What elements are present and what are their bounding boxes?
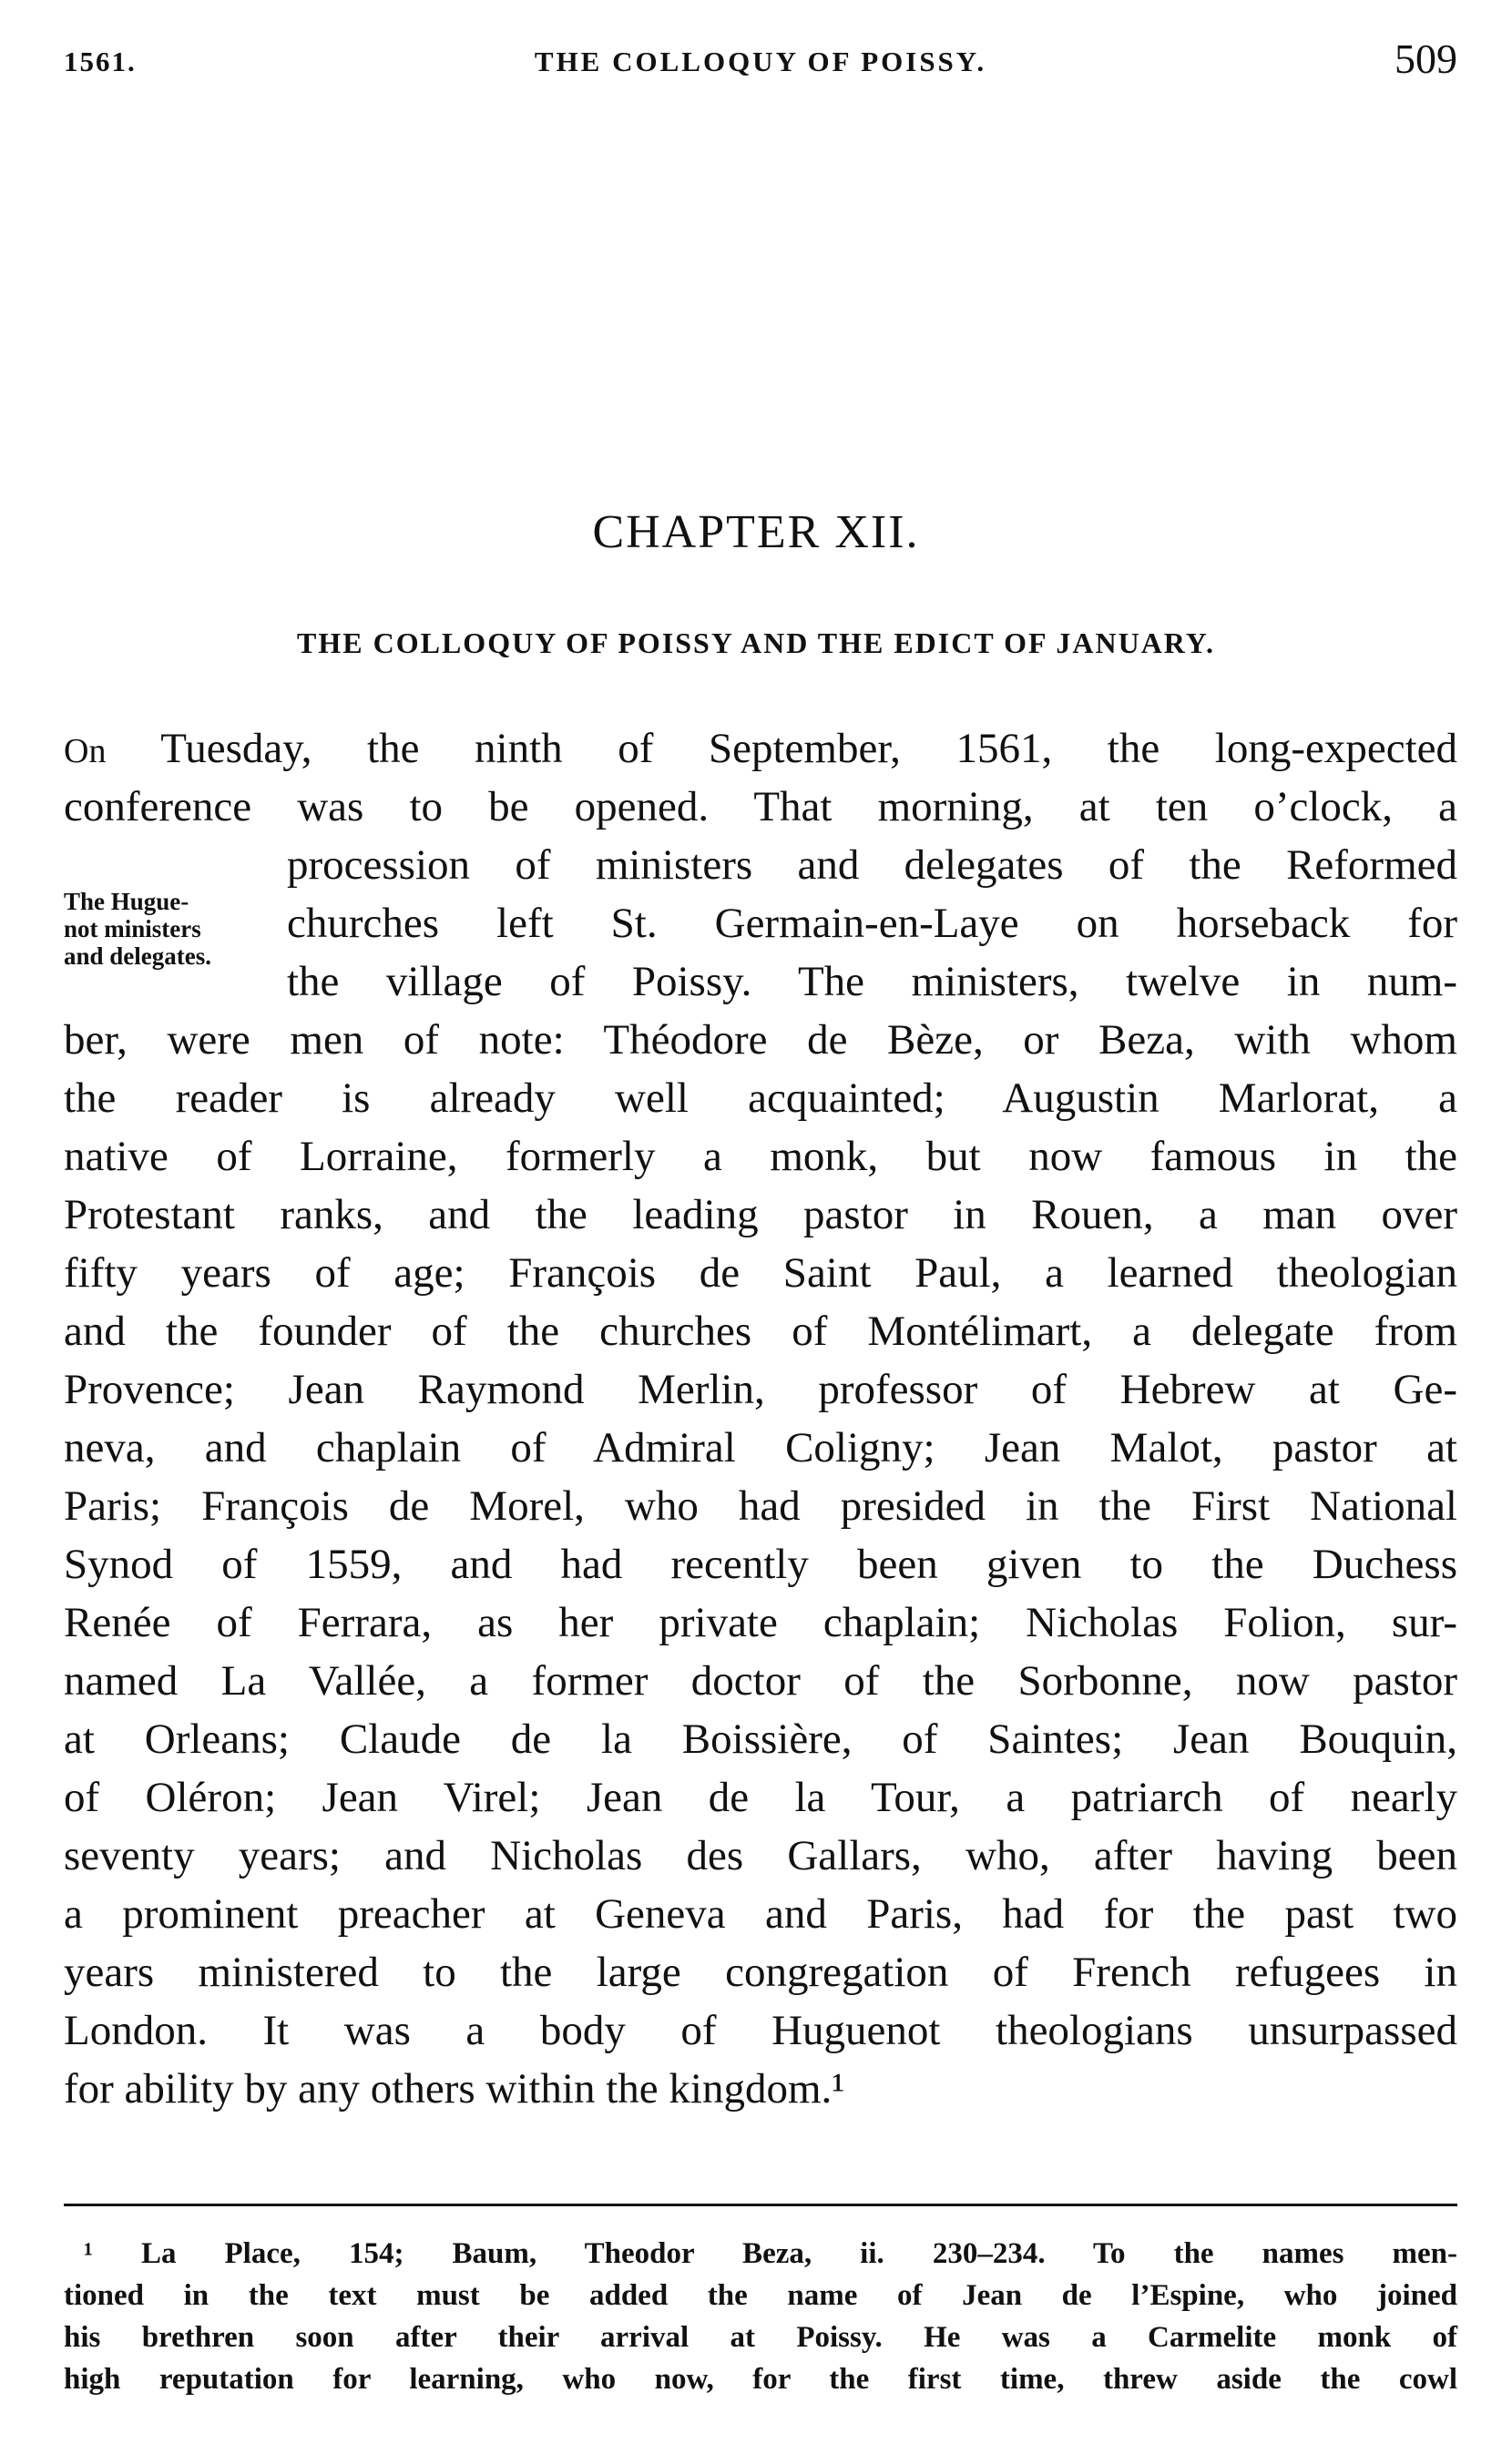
body-line: London. It was a body of Huguenot theologians unsurpassed — [64, 2007, 1457, 2054]
body-line: named La Vallée, a former doctor of the Sorbonne, now pastor — [64, 1657, 1457, 1705]
body-line: Protestant ranks, and the leading pastor in Rouen, a man over — [64, 1191, 1457, 1238]
footnote-line: tioned in the text must be added the name of Jean de l’Espine, who joined — [64, 2279, 1457, 2312]
page-number: 509 — [1395, 36, 1457, 82]
running-head — [64, 35, 1457, 89]
body-line: procession of ministers and delegates of the Reformed — [287, 841, 1457, 889]
margin-note — [64, 888, 282, 970]
margin-note-line: and delegates. — [64, 942, 211, 970]
body-line: native of Lorraine, formerly a monk, but now famous in the — [64, 1133, 1457, 1180]
body-line: Paris; François de Morel, who had presided in the First National — [64, 1482, 1457, 1530]
body-line: Renée of Ferrara, as her private chaplain; Nicholas Folion, sur- — [64, 1599, 1457, 1646]
body-line: fifty years of age; François de Saint Paul, a learned theologian — [64, 1249, 1457, 1297]
footnote-line: his brethren soon after their arrival at Poissy. He was a Carmelite monk of — [64, 2321, 1457, 2354]
body-line: years ministered to the large congregation of French refugees in — [64, 1949, 1457, 1996]
body-line: ber, were men of note: Théodore de Bèze, or Beza, with whom — [64, 1016, 1457, 1064]
body-line: Provence; Jean Raymond Merlin, professor of Hebrew at Ge- — [64, 1366, 1457, 1413]
body-line: churches left St. Germain-en-Laye on horseback for — [287, 900, 1457, 947]
body-line: seventy years; and Nicholas des Gallars, who, after having been — [64, 1832, 1457, 1879]
body-line: for ability by any others within the kingdom.¹ — [64, 2065, 845, 2113]
running-head-year: 1561. — [64, 46, 137, 77]
body-line-text: Tuesday, the ninth of September, 1561, the long-expected — [106, 725, 1457, 772]
body-line: and the founder of the churches of Montélimart, a delegate from — [64, 1308, 1457, 1355]
body-line: neva, and chaplain of Admiral Coligny; Jean Malot, pastor at — [64, 1424, 1457, 1471]
body-line: the village of Poissy. The ministers, twelve in num- — [287, 958, 1457, 1005]
footnote-line: high reputation for learning, who now, for the first time, threw aside the cowl — [64, 2363, 1457, 2396]
body-line: conference was to be opened. That morning, at ten o’clock, a — [64, 783, 1457, 830]
body-line: Synod of 1559, and had recently been given to the Duchess — [64, 1541, 1457, 1588]
running-head-title: THE COLLOQUY OF POISSY. — [534, 46, 987, 77]
body-line: a prominent preacher at Geneva and Paris, had for the past two — [64, 1890, 1457, 1938]
body-line: of Oléron; Jean Virel; Jean de la Tour, a patriarch of nearly — [64, 1774, 1457, 1821]
body-line — [64, 719, 1457, 780]
body-line: at Orleans; Claude de la Boissière, of Saintes; Jean Bouquin, — [64, 1716, 1457, 1763]
margin-note-line: The Hugue- — [64, 888, 189, 915]
margin-note-line: not ministers — [64, 915, 201, 942]
footnote-divider — [64, 2204, 1457, 2206]
chapter-heading: CHAPTER XII. — [592, 506, 920, 558]
footnote-line: ¹ La Place, 154; Baum, Theodor Beza, ii. 230–234. To the names men- — [84, 2237, 1457, 2270]
chapter-title: THE COLLOQUY OF POISSY AND THE EDICT OF JANUARY. — [297, 626, 1215, 659]
body-line: the reader is already well acquainted; Augustin Marlorat, a — [64, 1074, 1457, 1122]
drop-word: On — [64, 732, 107, 770]
